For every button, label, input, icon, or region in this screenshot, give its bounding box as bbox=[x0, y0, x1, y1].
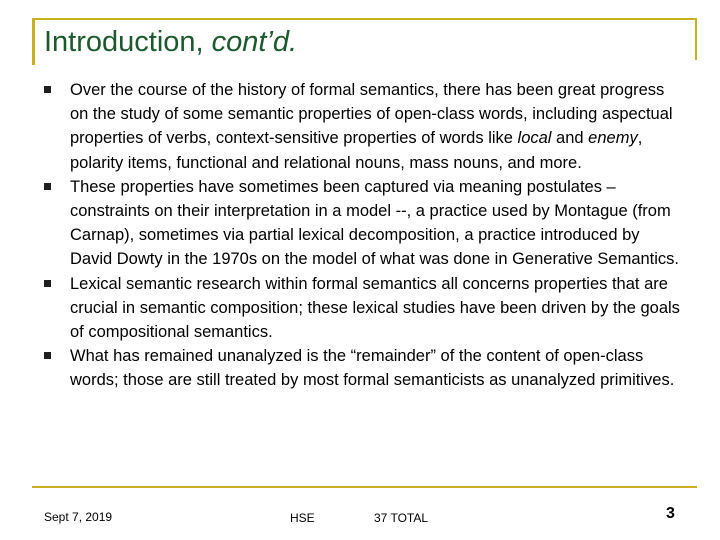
footer-date: Sept 7, 2019 bbox=[44, 510, 113, 524]
slide-title-italic: cont’d. bbox=[211, 26, 298, 58]
square-bullet-icon bbox=[44, 280, 51, 287]
bullet-item bbox=[44, 175, 684, 272]
footer-total: 37 TOTAL bbox=[374, 511, 429, 525]
bullet-text: Over the course of the history of formal semantics, there has been great progress on the study of some semantic properties of open-class words, including aspectual properties of verbs, context-sensitive properties of words like bbox=[70, 81, 673, 148]
slide-title bbox=[44, 26, 297, 59]
bullet-text: What has remained unanalyzed is the “remainder” of the content of open-class words; those are still treated by most formal semanticists as unanalyzed primitives. bbox=[70, 347, 675, 390]
footer-org: HSE bbox=[290, 511, 315, 525]
bullet-item bbox=[44, 78, 684, 175]
bullet-text: These properties have sometimes been captured via meaning postulates – constraints on their interpretation in a model --, a practice used by Montague (from Carnap), sometimes via partial lexical decomposition, a practice introduced by David Dowty in the 1970s on the model of what was done in Generative Semantics. bbox=[70, 177, 680, 269]
bullet-list bbox=[44, 78, 684, 393]
bullet-text: Lexical semantic research within formal semantics all concerns properties that are crucial in semantic composition; these lexical studies have been driven by the goals of compositional semantics. bbox=[70, 274, 680, 342]
slide-title-main: Introduction, bbox=[44, 26, 212, 58]
bullet-item bbox=[44, 344, 684, 392]
square-bullet-icon bbox=[44, 183, 51, 190]
square-bullet-icon bbox=[44, 352, 51, 359]
footer-rule bbox=[32, 486, 697, 488]
page-number: 3 bbox=[666, 505, 675, 522]
square-bullet-icon bbox=[44, 86, 51, 93]
bullet-item bbox=[44, 272, 684, 345]
title-accent-rule bbox=[32, 18, 35, 65]
top-border-rule bbox=[32, 18, 697, 20]
bullet-text: and bbox=[551, 129, 589, 148]
bullet-italic-term: local bbox=[517, 129, 552, 148]
bullet-text: , polarity items, functional and relational nouns, mass nouns, and more. bbox=[70, 129, 643, 172]
bullet-italic-term: enemy bbox=[588, 129, 638, 148]
right-border-rule bbox=[695, 18, 697, 60]
